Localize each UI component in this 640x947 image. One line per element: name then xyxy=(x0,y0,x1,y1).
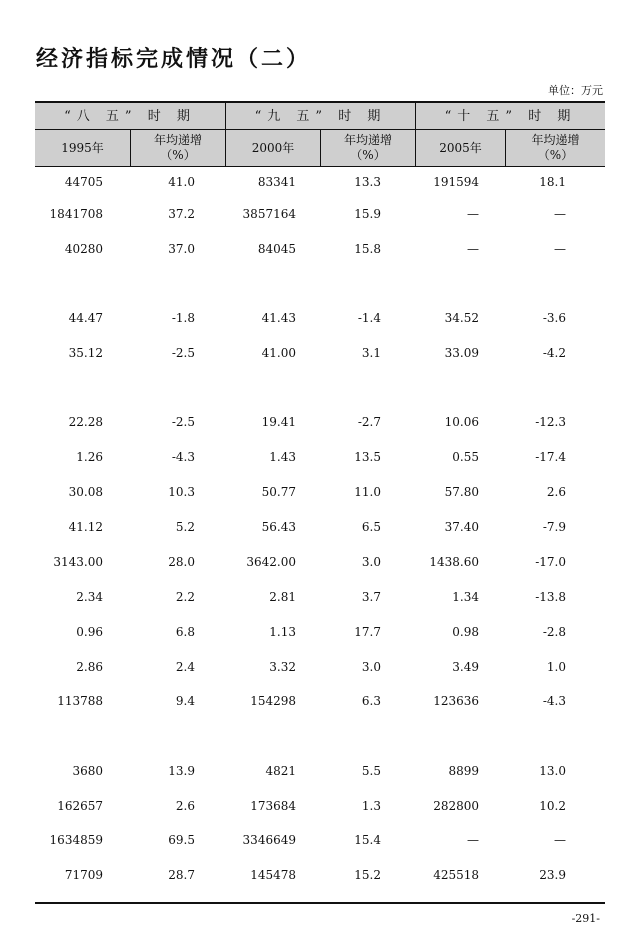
table-cell: — xyxy=(467,207,479,221)
table-cell: 3.0 xyxy=(361,555,381,569)
table-bottom-rule xyxy=(35,902,605,904)
table-cell: 2.81 xyxy=(269,590,296,604)
table-cell: -2.5 xyxy=(171,346,195,360)
table-cell: 162657 xyxy=(57,799,103,813)
table-cell: 35.12 xyxy=(68,346,103,360)
table-cell: 10.3 xyxy=(168,485,195,499)
table-cell: -1.4 xyxy=(357,311,381,325)
period-header-10th: “十 五” 时 期 xyxy=(444,109,577,124)
table-cell: 3346649 xyxy=(242,833,296,847)
table-cell: 69.5 xyxy=(168,833,195,847)
table-cell: 0.55 xyxy=(452,450,479,464)
table-cell: -2.8 xyxy=(542,625,566,639)
table-cell: 2.6 xyxy=(175,799,195,813)
table-cell: 173684 xyxy=(250,799,296,813)
table-cell: 1.34 xyxy=(452,590,479,604)
table-cell: 41.0 xyxy=(168,175,195,189)
subheader-text: 年均递增 xyxy=(153,133,202,147)
period-header-9th: “九 五” 时 期 xyxy=(254,109,387,124)
table-cell: — xyxy=(467,833,479,847)
table-cell: 6.5 xyxy=(361,520,381,534)
table-cell: 84045 xyxy=(257,242,296,256)
subheader-growth-3 xyxy=(506,130,605,166)
table-cell: -12.3 xyxy=(535,415,566,429)
table-cell: 28.7 xyxy=(168,868,195,882)
table-cell: 9.4 xyxy=(175,694,195,708)
table-cell: 4821 xyxy=(265,764,296,778)
table-cell: 1.13 xyxy=(269,625,296,639)
table-cell: 23.9 xyxy=(539,868,566,882)
table-cell: 18.1 xyxy=(539,175,566,189)
table-cell: — xyxy=(467,242,479,256)
subheader-year-1995 xyxy=(35,130,130,166)
subheader-unit: （%） xyxy=(350,148,386,162)
table-cell: 15.4 xyxy=(354,833,381,847)
subheader-year-2000 xyxy=(226,130,320,166)
table-cell: -17.4 xyxy=(535,450,566,464)
table-cell: 57.80 xyxy=(444,485,479,499)
table-cell: 2.2 xyxy=(175,590,195,604)
subheader-growth-2 xyxy=(321,130,415,166)
unit-label: 单位：万元 xyxy=(548,84,603,97)
table-cell: 17.7 xyxy=(354,625,381,639)
table-cell: 28.0 xyxy=(168,555,195,569)
table-cell: — xyxy=(554,833,566,847)
table-cell: 425518 xyxy=(433,868,479,882)
table-cell: -2.5 xyxy=(171,415,195,429)
table-cell: 37.2 xyxy=(168,207,195,221)
table-cell: -4.3 xyxy=(542,694,566,708)
table-cell: 3857164 xyxy=(242,207,296,221)
table-cell: 41.00 xyxy=(261,346,296,360)
subheader-unit: （%） xyxy=(160,148,196,162)
table-cell: 15.8 xyxy=(354,242,381,256)
table-cell: 5.5 xyxy=(361,764,381,778)
table-cell: 13.9 xyxy=(168,764,195,778)
table-cell: 83341 xyxy=(257,175,296,189)
table-cell: 34.52 xyxy=(444,311,479,325)
table-cell: 1634859 xyxy=(49,833,103,847)
subheader-text: 年均递增 xyxy=(343,133,392,147)
table-cell: -13.8 xyxy=(535,590,566,604)
table-cell: 1.0 xyxy=(546,660,566,674)
table-cell: 44705 xyxy=(64,175,103,189)
table-cell: -2.7 xyxy=(357,415,381,429)
table-cell: 40280 xyxy=(64,242,103,256)
subheader-unit: （%） xyxy=(537,148,574,162)
table-cell: 0.98 xyxy=(452,625,479,639)
table-cell: 123636 xyxy=(433,694,479,708)
table-cell: 22.28 xyxy=(68,415,103,429)
table-cell: 13.0 xyxy=(539,764,566,778)
table-cell: 50.77 xyxy=(261,485,296,499)
period-header-8th: “八 五” 时 期 xyxy=(64,109,196,124)
table-cell: -7.9 xyxy=(542,520,566,534)
table-cell: 3.7 xyxy=(361,590,381,604)
table-cell: 6.8 xyxy=(175,625,195,639)
table-cell: 13.3 xyxy=(354,175,381,189)
table-cell: 3680 xyxy=(72,764,103,778)
subheader-text: 年均递增 xyxy=(531,133,580,147)
page-title: 经济指标完成情况（二） xyxy=(36,46,312,72)
table-cell: 10.06 xyxy=(444,415,479,429)
table-cell: — xyxy=(554,207,566,221)
table-cell: 1.26 xyxy=(76,450,103,464)
table-cell: 2.6 xyxy=(546,485,566,499)
table-cell: 1438.60 xyxy=(429,555,479,569)
subheader-text: 2000年 xyxy=(251,140,295,155)
table-cell: 282800 xyxy=(433,799,479,813)
table-cell: 154298 xyxy=(250,694,296,708)
table-cell: 2.86 xyxy=(76,660,103,674)
table-cell: 30.08 xyxy=(68,485,103,499)
table-cell: 1.43 xyxy=(269,450,296,464)
table-cell: 37.40 xyxy=(444,520,479,534)
table-cell: 1.3 xyxy=(361,799,381,813)
table-cell: 6.3 xyxy=(361,694,381,708)
table-cell: 5.2 xyxy=(175,520,195,534)
table-cell: 3143.00 xyxy=(53,555,103,569)
table-cell: 19.41 xyxy=(261,415,296,429)
table-cell: 33.09 xyxy=(444,346,479,360)
table-cell: 3.32 xyxy=(269,660,296,674)
subheader-text: 1995年 xyxy=(61,140,104,155)
table-cell: -17.0 xyxy=(535,555,566,569)
table-cell: -4.2 xyxy=(542,346,566,360)
table-cell: 191594 xyxy=(433,175,479,189)
subheader-growth-1 xyxy=(131,130,225,166)
table-cell: 41.43 xyxy=(261,311,296,325)
table-cell: 0.96 xyxy=(76,625,103,639)
table-cell: 13.5 xyxy=(354,450,381,464)
page-number: -291- xyxy=(571,912,600,925)
table-cell: 10.2 xyxy=(539,799,566,813)
table-cell: 113788 xyxy=(57,694,103,708)
table-cell: 41.12 xyxy=(68,520,103,534)
table-cell: 15.2 xyxy=(354,868,381,882)
table-cell: 3.1 xyxy=(361,346,381,360)
table-cell: — xyxy=(554,242,566,256)
table-cell: 11.0 xyxy=(354,485,381,499)
table-cell: -4.3 xyxy=(171,450,195,464)
table-cell: -1.8 xyxy=(171,311,195,325)
table-cell: 44.47 xyxy=(68,311,103,325)
table-cell: 15.9 xyxy=(354,207,381,221)
table-cell: 56.43 xyxy=(261,520,296,534)
table-cell: 71709 xyxy=(64,868,103,882)
table-cell: 2.4 xyxy=(175,660,195,674)
table-cell: 1841708 xyxy=(49,207,103,221)
table-cell: -3.6 xyxy=(542,311,566,325)
subheader-text: 2005年 xyxy=(439,140,482,155)
table-cell: 3.49 xyxy=(452,660,479,674)
table-cell: 2.34 xyxy=(76,590,103,604)
table-cell: 3.0 xyxy=(361,660,381,674)
subheader-year-2005 xyxy=(416,130,505,166)
table-cell: 3642.00 xyxy=(246,555,296,569)
table-cell: 145478 xyxy=(250,868,296,882)
table-cell: 8899 xyxy=(448,764,479,778)
table-cell: 37.0 xyxy=(168,242,195,256)
